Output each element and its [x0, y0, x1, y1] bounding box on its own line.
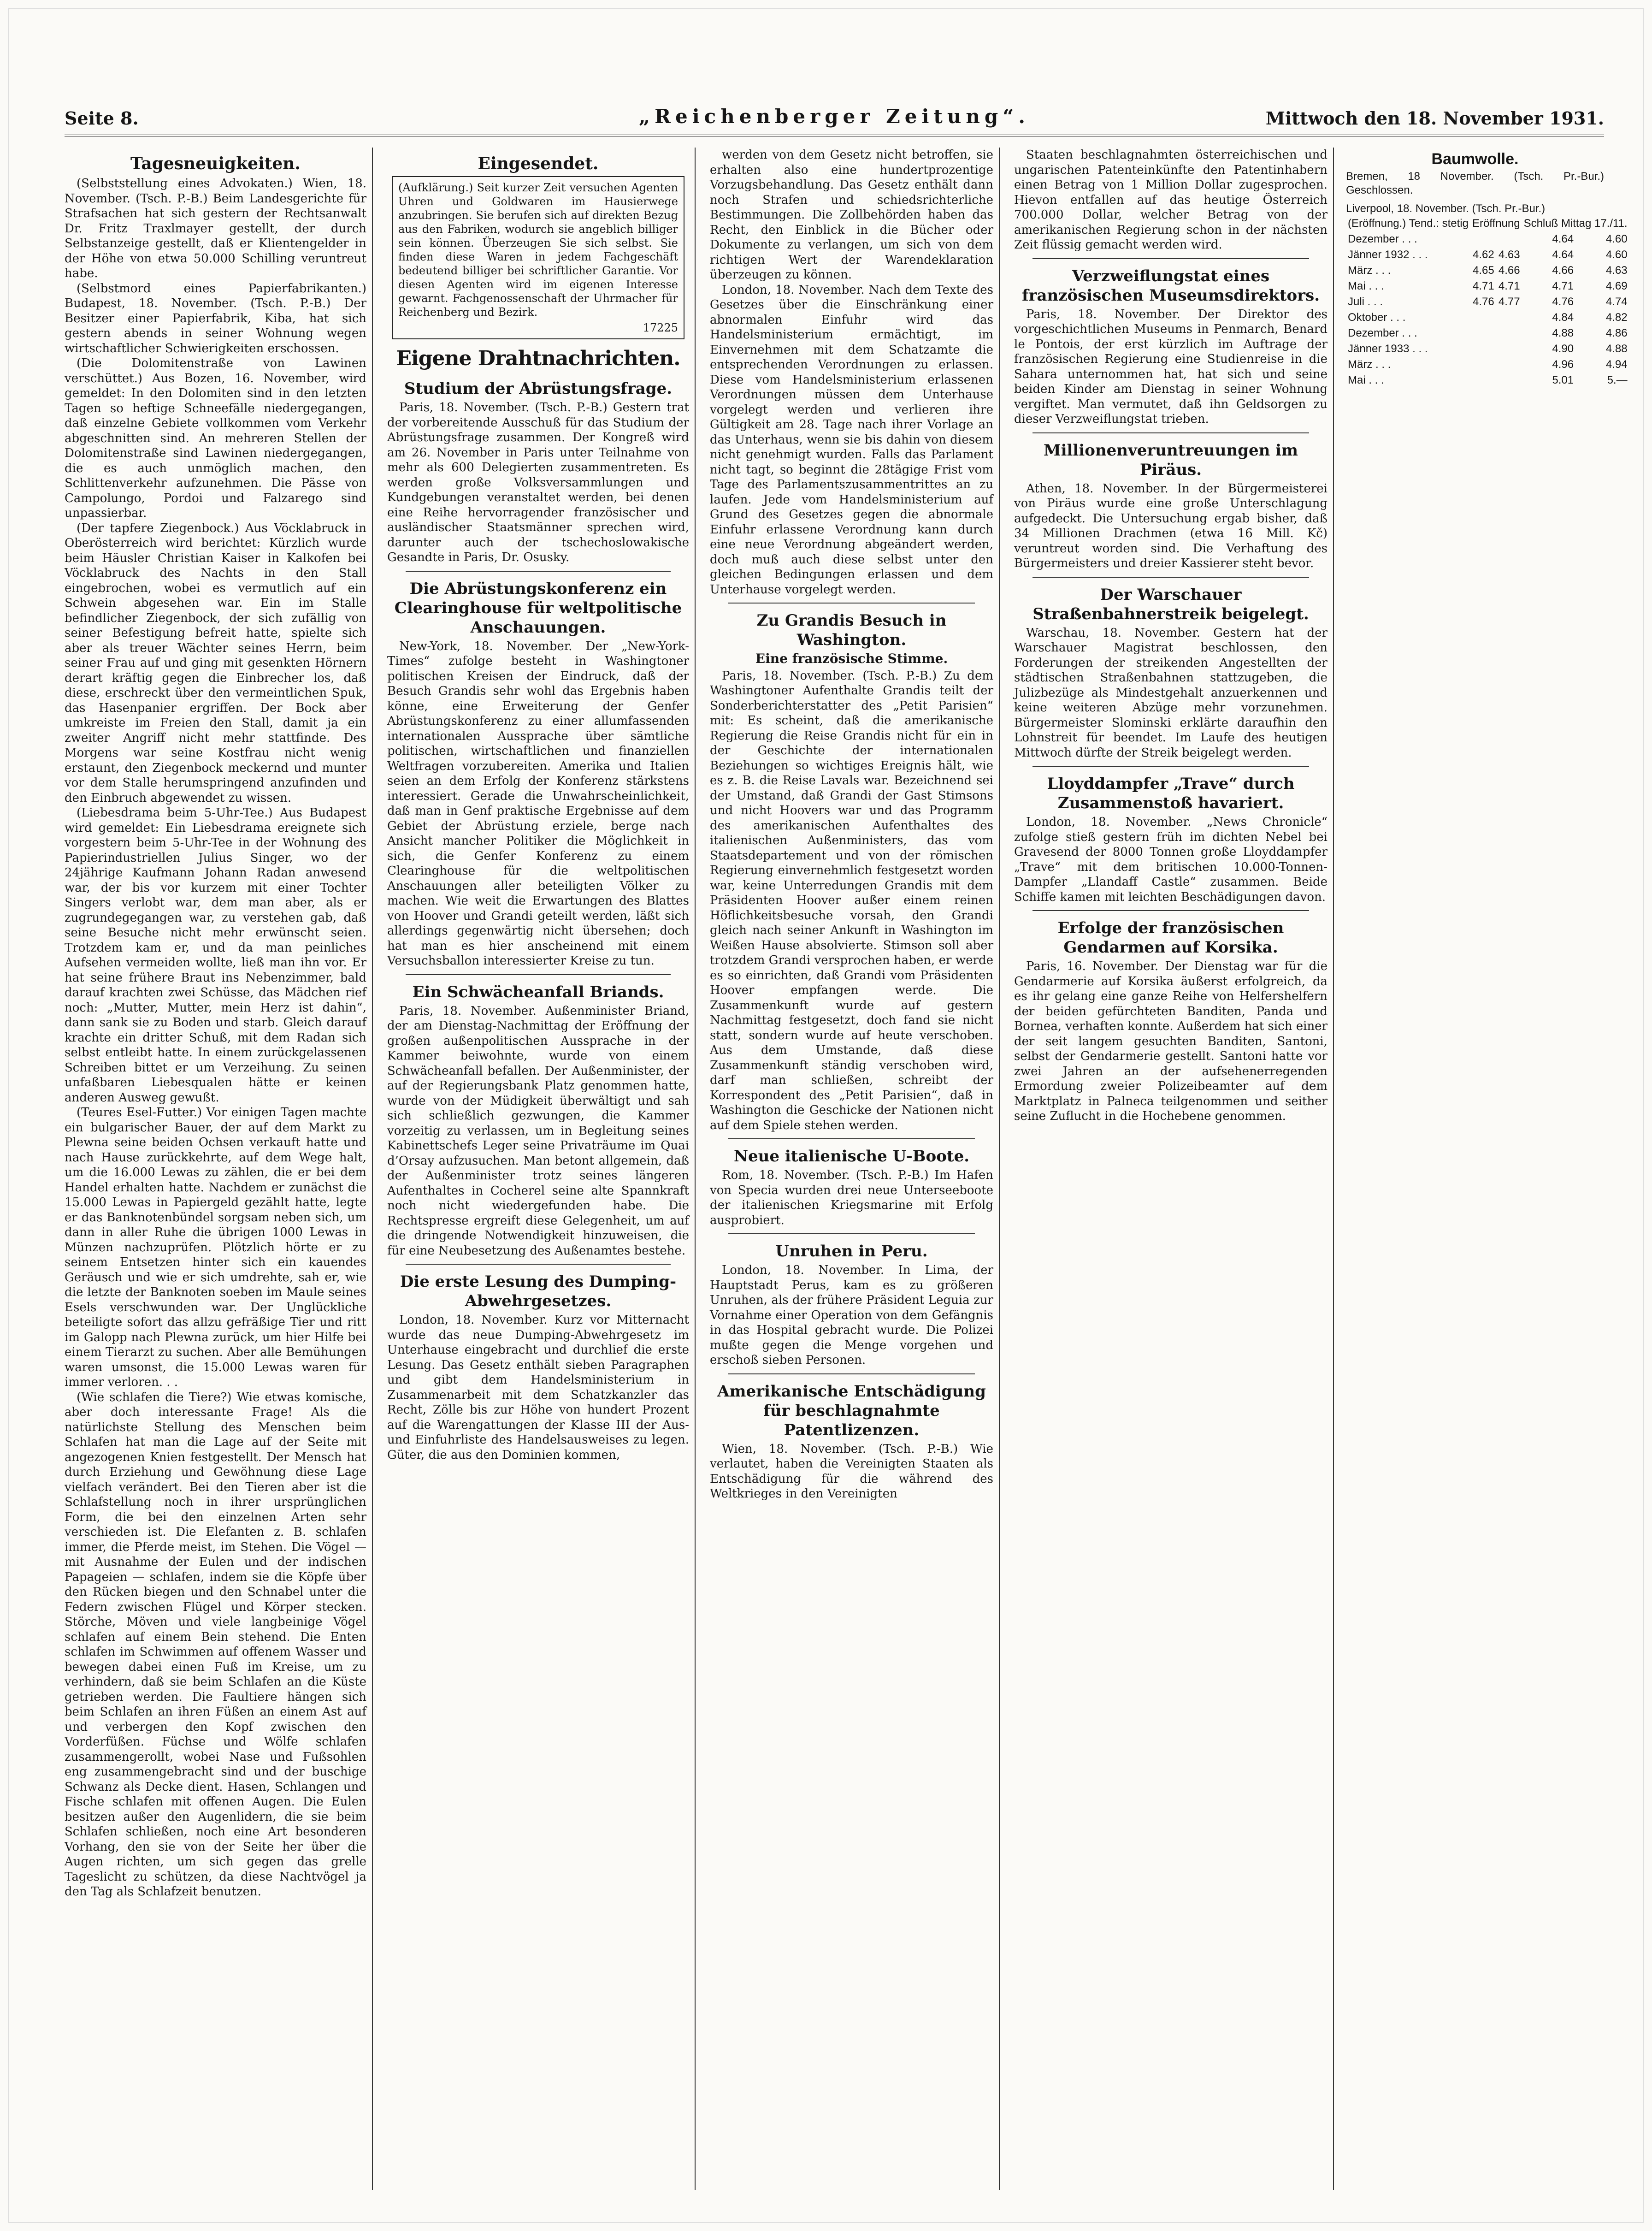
- article-text: Warschau, 18. November. Gestern hat der Warschauer Magistrat beschlossen, den Forderungen der streikenden Angestellten der städtischen Straßenbahnen stattzugeben, die Julizbezüge als Mindestgehalt anzuerkennen und keine weiteren Abzüge mehr vorzunehmen. Bürgermeister Slominski erklärte daraufhin den Lohnstreit für beendet. Im Laufe des heutigen Mittwoch dürfte der Streik beigelegt werden.: [1014, 626, 1328, 760]
- article-text: London, 18. November. „News Chronicle“ zufolge stieß gestern früh im dichten Nebel bei Gravesend der 8000 Tonnen große Lloyddampfer „Trave“ mit dem britischen 10.000-Tonnen-Dampfer „Llandaff Castle“ zusammen. Beide Schiffe kamen mit leichten Beschädigungen davon.: [1014, 815, 1328, 904]
- divider: [728, 603, 975, 604]
- article-headline: Verzweiflungstat eines französischen Museumsdirektors.: [1021, 266, 1320, 305]
- cell-m: Mai . . .: [1348, 280, 1384, 292]
- divider: [728, 1373, 975, 1374]
- cell-m: Dezember . . .: [1348, 233, 1417, 245]
- cell-m: Oktober . . .: [1348, 311, 1406, 324]
- price-rows: [1346, 231, 1629, 388]
- cell-b: [1496, 341, 1522, 357]
- cell-a: [1470, 341, 1496, 357]
- article-text: (Wie schlafen die Tiere?) Wie etwas komische, aber doch interessante Frage! Als die natürlichste Stellung des Menschen beim Schlafen hat man die Lage auf der Seite mit angezogenen Knien festgestellt. Der Mensch hat durch Erziehung und Gewöhnung diese Lage vielfach verändert. Bei den Tieren aber ist die Schlafstellung noch in ihrer ursprünglichen Form, die bei den einzelnen Arten sehr verschieden ist. Die Elefanten z. B. schlafen immer, die Pferde meist, im Stehen. Die Vögel — mit Ausnahme der Eulen und der indischen Papageien — schlafen, indem sie die Köpfe über den Rücken biegen und den Schnabel unter die Federn zwischen Flügel und Körper stecken. Störche, Möven und viele langbeinige Vögel schlafen auf einem Bein stehend. Die Enten schlafen im Schwimmen auf offenem Wasser und bewegen dabei einen Fuß im Kreise, um zu verhindern, daß sie beim Schlafen an die Küste getrieben werden. Die Faultiere hängen sich beim Schlafen an ihren Füßen an einem Ast auf und verbergen den Kopf zwischen den Vorderfüßen. Füchse und Wölfe schlafen zusammengerollt, wobei Nase und Fußsohlen eng zusammengebracht sind und der buschige Schwanz als Decke dient. Hasen, Schlangen und Fische schlafen mit offenen Augen. Die Eulen besitzen außer den Augenlidern, die sie beim Schlafen schließen, noch eine Art besonderen Vorhang, den sie von der Seite her über die Augen richten, um sich gegen das grelle Tageslicht zu schützen, da diese Nachtvögel ja den Tag als Schlafzeit benutzen.: [65, 1390, 366, 1899]
- cell-b: [1496, 357, 1522, 373]
- section-title-tagesneuigkeiten: Tagesneuigkeiten.: [130, 154, 301, 173]
- cell-m: Jänner 1932 . . .: [1348, 249, 1428, 261]
- cell-b: 4.66: [1498, 264, 1520, 277]
- column-1: [65, 148, 373, 2190]
- table-row: [1346, 263, 1629, 278]
- table-header-row: [1346, 216, 1629, 231]
- cell-m: Dezember . . .: [1348, 327, 1417, 339]
- table-row: [1346, 373, 1629, 388]
- table-row: [1346, 325, 1629, 341]
- article-headline: Neue italienische U-Boote.: [733, 1147, 970, 1166]
- newspaper-title: „Reichenberger Zeitung“.: [638, 105, 1030, 128]
- issue-date: Mittwoch den 18. November 1931.: [1265, 108, 1604, 129]
- liverpool-line: Liverpool, 18. November. (Tsch. Pr.-Bur.): [1346, 202, 1546, 215]
- table-row: [1346, 247, 1629, 263]
- article-text: London, 18. November. In Lima, der Hauptstadt Perus, kam es zu größeren Unruhen, als der frühere Präsident Leguia zur Vornahme einer Operation von dem Gefängnis in das Hospital gebracht wurde. Die Polizei mußte gegen die Menge vorgehen und erschoß sieben Personen.: [710, 1263, 993, 1367]
- cell-m: Jänner 1933 . . .: [1348, 343, 1428, 355]
- article-text: (Teures Esel-Futter.) Vor einigen Tagen machte ein bulgarischer Bauer, der auf dem Markt zu Plewna seine beiden Ochsen verkauft hatte und nach Hause zurückkehrte, auf dem Wege halt, um die 16.000 Lewas zu zählen, die er bei dem Handel erhalten hatte. Nachdem er zunächst die 15.000 Lewas in Papiergeld gezählt hatte, legte er das Banknotenbündel sorgsam neben sich, um dann in aller Ruhe die übrigen 1000 Lewas in Münzen nachzuprüfen. Plötzlich hörte er zu seinem Entsetzen hinter sich ein kauendes Geräusch und wie er sich umdrehte, sah er, wie die letzte der Banknoten soeben im Maule seines Esels verschwunden war. Der Unglückliche beteiligte sofort das allzu gefräßige Tier und ritt im Galopp nach Plewna zurück, um hier Hilfe bei einem Tierarzt zu suchen. Aber alle Bemühungen waren umsonst, die 15.000 Lewas waren für immer verloren. . .: [65, 1106, 366, 1389]
- article-text: Paris, 18. November. Außenminister Briand, der am Dienstag-Nachmittag der Eröffnung der großen außenpolitischen Aussprache in der Kammer beiwohnte, wurde von einem Schwächeanfall befallen. Der Außenminister, der auf der Regierungsbank Platz genommen hatte, wurde von der Müdigkeit überwältigt und sah sich schließlich gezwungen, die Kammer vorzeitig zu verlassen, um in Begleitung seines Kabinettschefs Leger seine Privaträume im Quai d’Orsay aufzusuchen. Man betont allgemein, daß der Außenminister trotz seines längeren Aufenthaltes in Cocherel seine alte Spannkraft noch nicht wiedergefunden habe. Die Rechtspresse ergreift diese Gelegenheit, um auf die dringende Notwendigkeit hinzuweisen, die für eine Neubesetzung des Außenamtes bestehe.: [387, 1004, 689, 1258]
- article-headline: Millionenveruntreuungen im Piräus.: [1043, 441, 1298, 479]
- cell-m: März . . .: [1348, 358, 1391, 371]
- cell-a: [1470, 373, 1496, 388]
- table-row: [1346, 357, 1629, 373]
- cell-d: 4.60: [1605, 249, 1628, 261]
- table-row: [1346, 294, 1629, 310]
- ad-number: 17225: [643, 321, 678, 334]
- column-3: [710, 148, 1000, 2190]
- cell-c: 4.96: [1552, 358, 1574, 371]
- cell-m: Mai . . .: [1348, 374, 1384, 386]
- cell-a: 4.71: [1473, 280, 1494, 292]
- header-close: Schluß Mittag 17./11.: [1523, 217, 1628, 230]
- article-text: (Selbstmord eines Papierfabrikanten.) Budapest, 18. November. (Tsch. P.-B.) Der Besitzer einer Papierfabrik, Kiba, hat sich gestern abends in seiner Wohnung wegen wirtschaftlicher Schwierigkeiten erschossen.: [65, 281, 366, 355]
- divider: [406, 1264, 671, 1265]
- article-subheadline: Eine französische Stimme.: [755, 651, 948, 666]
- cell-c: 4.71: [1552, 280, 1574, 292]
- cell-c: 4.64: [1552, 249, 1574, 261]
- article-text: New-York, 18. November. Der „New-York-Times“ zufolge besteht in Washingtoner politischen Kreisen der Eindruck, daß der Besuch Grandis sehr wohl das Ergebnis haben könne, eine Erweiterung der Genfer Abrüstungskonferenz zu einer allumfassenden internationalen Aussprache über sämtliche politischen, wirtschaftlichen und finanziellen Weltfragen vorzubereiten. Amerika und Italien seien an dem Erfolg der Konferenz stärkstens interessiert. Gerade die Unwahrscheinlichkeit, daß man in Genf praktische Ergebnisse auf dem Gebiet der Abrüstung erziele, berge nach Ansicht mancher Politiker die Möglichkeit in sich, die Genfer Konferenz zu einem Clearinghouse für die weltpolitischen Anschauungen aller beteiligten Völker zu machen. Wie weit die Erwartungen des Blattes von Hoover und Grandi geteilt werden, läßt sich allerdings gegenwärtig nicht übersehen; doch hat man es hier anscheinend mit einem Versuchsballon interessierter Kreise zu tun.: [387, 639, 689, 968]
- cell-c: 4.76: [1552, 296, 1574, 308]
- column-4: [1014, 148, 1334, 2190]
- header-left: (Eröffnung.) Tend.: stetig: [1348, 217, 1469, 230]
- cell-d: 4.82: [1605, 311, 1628, 324]
- article-headline: Zu Grandis Besuch in Washington.: [756, 611, 947, 649]
- header-opening: Eröffnung: [1472, 217, 1520, 230]
- bremen-line: Bremen, 18 November. (Tsch. Pr.-Bur.) Geschlossen.: [1346, 170, 1604, 196]
- section-title-drahtnachrichten: Eigene Drahtnachrichten.: [396, 347, 680, 370]
- divider: [1032, 910, 1309, 911]
- article-headline: Lloyddampfer „Trave“ durch Zusammenstoß havariert.: [1047, 775, 1295, 812]
- cell-b: [1496, 373, 1522, 388]
- cell-a: 4.76: [1473, 296, 1494, 308]
- cell-d: 4.60: [1605, 233, 1628, 245]
- divider: [728, 1138, 975, 1139]
- article-text: (Liebesdrama beim 5-Uhr-Tee.) Aus Budapest wird gemeldet: Ein Liebesdrama ereignete sich vorgestern beim 5-Uhr-Tee in der Wohnung des Papierindustriellen Julius Singer, wo der 24jährige Kaufmann Johann Radan anwesend war, der bis vor kurzem mit einer Tochter Singers verlobt war, dem man aber, als er zugrundegegangen war, zu verstehen gab, daß seine Besuche nicht mehr erwünscht seien. Trotzdem kam er, und da man peinliches Aufsehen vermeiden wollte, ließ man ihn vor. Er hat seine frühere Braut ins Nebenzimmer, bald darauf krachten zwei Schüsse, das Mädchen rief noch: „Mutter, Mutter, mein Herz ist dahin“, dann sank sie zu Boden und starb. Gleich darauf krachte ein dritter Schuß, mit dem Radan sich selbst entleibt hatte. In einem zurückgelassenen Schreiben bittet er um Verzeihung. Zu seinen unfaßbaren Liebesqualen hätte er keinen anderen Ausweg gewußt.: [65, 806, 366, 1105]
- cell-c: 5.01: [1552, 374, 1574, 386]
- cell-b: [1496, 310, 1522, 325]
- cell-c: 4.64: [1552, 233, 1574, 245]
- cell-d: 4.94: [1605, 358, 1628, 371]
- article-text: Rom, 18. November. (Tsch. P.-B.) Im Hafen von Specia wurden drei neue Unterseeboote der italienischen Kriegsmarine mit Erfolg ausprobiert.: [710, 1168, 993, 1227]
- page-number: Seite 8.: [65, 108, 139, 129]
- advertisement-box: [392, 176, 684, 339]
- cell-m: Juli . . .: [1348, 296, 1383, 308]
- divider: [728, 1233, 975, 1234]
- page-header: [65, 101, 1604, 136]
- cell-c: 4.88: [1552, 327, 1574, 339]
- cell-d: 4.69: [1605, 280, 1628, 292]
- cell-d: 4.74: [1605, 296, 1628, 308]
- cotton-market-report: [1346, 150, 1628, 388]
- table-row: [1346, 278, 1629, 294]
- table-row: [1346, 310, 1629, 325]
- cell-a: 4.62: [1473, 249, 1494, 261]
- cell-b: 4.71: [1498, 280, 1520, 292]
- divider: [1032, 432, 1309, 433]
- cell-a: [1470, 325, 1496, 341]
- divider: [406, 571, 671, 572]
- article-headline: Studium der Abrüstungsfrage.: [404, 379, 673, 398]
- article-headline: Amerikanische Entschädigung für beschlagnahmte Patentlizenzen.: [717, 1382, 986, 1439]
- cell-d: 4.88: [1605, 343, 1628, 355]
- cell-b: [1496, 231, 1522, 247]
- cell-a: 4.65: [1473, 264, 1494, 277]
- article-headline: Ein Schwächeanfall Briands.: [412, 982, 664, 1001]
- article-text: London, 18. November. Nach dem Texte des Gesetzes über die Einschränkung einer abnormalen Einfuhr wird das Handelsministerium ermächtigt, im Einvernehmen mit dem Schatzamte die entsprechenden Verordnungen zu erlassen. Diese vom Handelsministerium erlassenen Verordnungen müssen dem Unterhause vorgelegt werden und verlieren ihre Gültigkeit am 28. Tage nach ihrer Vorlage an das Unterhaus, wenn sie bis dahin von diesem nicht genehmigt wurden. Falls das Parlament nicht tagt, so beginnt die 28tägige Frist vom Tage des Parlamentszusammentrittes an zu laufen. Jede vom Handelsministerium auf Grund des Gesetzes gegen die abnormale Einfuhr erlassene Verordnung kann durch eine neue Verordnung abgeändert werden, doch muß auch diese selbst unter den gleichen Bedingungen erlassen und dem Unterhause vorgelegt werden.: [710, 283, 993, 597]
- cotton-price-table: [1346, 216, 1629, 388]
- article-text: Wien, 18. November. (Tsch. P.-B.) Wie verlautet, haben die Vereinigten Staaten als Entschädigung für die während des Weltkrieges in den Vereinigten: [710, 1442, 993, 1501]
- table-row: [1346, 231, 1629, 247]
- cell-a: [1470, 357, 1496, 373]
- article-text: Athen, 18. November. In der Bürgermeisterei von Piräus wurde eine große Unterschlagung aufgedeckt. Die Untersuchung ergab bisher, daß 34 Millionen Drachmen (etwa 16 Mill. Kč) veruntreut worden sind. Die Verhaftung des Bürgermeisters und dreier Kassierer steht bevor.: [1014, 481, 1328, 570]
- article-text: (Der tapfere Ziegenbock.) Aus Vöcklabruck in Oberösterreich wird berichtet: Kürzlich wurde beim Häusler Christian Kaiser in Kalkofen bei Vöcklabruck des Nachts in den Stall eingebrochen, wobei es vermutlich auf ein Schwein abgesehen war. Ein im Stalle befindlicher Ziegenbock, der sich zufällig von seiner Befestigung befreit hatte, spielte sich aber als treuer Wächter seines Herrn, beim seiner Frau auf und ging mit gesenkten Hörnern derart kräftig gegen die Einbrecher los, daß diese, erschreckt über den vermeintlichen Spuk, das Hasenpanier ergriffen. Der Bock aber umkreiste im Freien den Stall, damit ja ein zweiter Angriff nicht mehr stattfinde. Des Morgens war seine Kostfrau nicht wenig erstaunt, den Ziegenbock meckernd und munter vor dem Stalle herumspringend anzufinden und den Einbruch abgewendet zu wissen.: [65, 521, 366, 805]
- table-row: [1346, 341, 1629, 357]
- cell-m: März . . .: [1348, 264, 1391, 277]
- ad-text: (Aufklärung.) Seit kurzer Zeit versuchen Agenten Uhren und Goldwaren im Hausierwege anzubringen. Sie berufen sich auf direkten Bezug aus den Fabriken, wodurch sie angeblich billiger sein können. Überzeugen Sie sich selbst. Sie finden diese Waren in jedem Fachgeschäft bedeutend billiger bei schriftlicher Garantie. Vor diesen Agenten wird im eigenen Interesse gewarnt. Fachgenossenschaft der Uhrmacher für Reichenberg und Bezirk.: [398, 181, 678, 319]
- newspaper-page: [65, 101, 1628, 2190]
- cell-b: 4.77: [1498, 296, 1520, 308]
- article-headline: Erfolge der französischen Gendarmen auf Korsika.: [1057, 919, 1284, 957]
- article-text: Staaten beschlagnahmten österreichischen und ungarischen Patenteinkünfte den Patentinhabern einen Betrag von 1 Million Dollar zugesprochen. Hievon entfallen auf das heutige Österreich 700.000 Dollar, welcher Betrag von der amerikanischen Regierung schon in der nächsten Zeit flüssig gemacht werden wird.: [1014, 148, 1328, 252]
- cell-b: [1496, 325, 1522, 341]
- cell-c: 4.90: [1552, 343, 1574, 355]
- article-text: (Die Dolomitenstraße von Lawinen verschüttet.) Aus Bozen, 16. November, wird gemeldet: In den Dolomiten sind in den letzten Tagen so heftige Schneefälle niedergegangen, daß einzelne Gebiete vollkommen vom Verkehr abgeschnitten sind. An mehreren Stellen der Dolomitenstraße sind Lawinen niedergegangen, die es auch unmöglich machen, den Schlittenverkehr aufzunehmen. Die Pässe von Campolungo, Pordoi und Falzarego sind unpassierbar.: [65, 356, 366, 520]
- section-title-eingesendet: Eingesendet.: [478, 154, 599, 173]
- cell-b: 4.63: [1498, 249, 1520, 261]
- article-text: Paris, 18. November. (Tsch. P.-B.) Gestern trat der vorbereitende Ausschuß für das Studium der Abrüstungsfrage zusammen. Der Kongreß wird am 26. November in Paris unter Teilnahme von mehr als 600 Delegierten zusammentreten. Es werden große Volksversammlungen und Kundgebungen veranstaltet werden, bei denen eine Reihe hervorragender französischer und ausländischer Staatsmänner sprechen wird, darunter auch der tschechoslowakische Gesandte in Paris, Dr. Osusky.: [387, 401, 689, 564]
- article-text: Paris, 16. November. Der Dienstag war für die Gendarmerie auf Korsika äußerst erfolgreich, da es ihr gelang eine ganze Reihe von Helfershelfern der beiden gefürchteten Banditen, Panda und Bornea, verhaften konnte. Außerdem hat sich einer der seit langem gesuchten Banditen, Santoni, selbst der Gendarmerie gestellt. Santoni hatte vor zwei Jahren an der aufsehenerregenden Ermordung zweier Polizeibeamter auf dem Marktplatz in Palneca teilgenommen und seither seine Zuflucht in die Hochebene genommen.: [1014, 959, 1328, 1123]
- column-5-market: [1346, 148, 1628, 2190]
- cell-d: 4.63: [1605, 264, 1628, 277]
- cell-c: 4.84: [1552, 311, 1574, 324]
- article-text: (Selbststellung eines Advokaten.) Wien, 18. November. (Tsch. P.-B.) Beim Landesgerichte für Strafsachen hat sich gestern der Rechtsanwalt Dr. Fritz Traxlmayer gestellt, der durch Selbstanzeige gestellt, daß er Klientengelder in der Höhe von etwa 50.000 Schilling veruntreut habe.: [65, 177, 366, 280]
- divider: [1032, 577, 1309, 578]
- article-headline: Die erste Lesung des Dumping-Abwehrgesetzes.: [400, 1272, 677, 1310]
- column-2: [387, 148, 696, 2190]
- cotton-title: Baumwolle.: [1431, 150, 1519, 168]
- article-text: Paris, 18. November. (Tsch. P.-B.) Zu dem Washingtoner Aufenthalte Grandis teilt der Sonderberichterstatter des „Petit Parisien“ mit: Es scheint, daß die amerikanische Regierung die Reise Grandis nicht für ein in der Geschichte der internationalen Beziehungen so wichtiges Ereignis hält, wie es z. B. die Reise Lavals war. Bezeichnend sei der Umstand, daß Grandi der Gast Stimsons und nicht Hoovers war und das Programm des amerikanischen Aufenthaltes des italienischen Außenministers, das vom Staatsdepartement und von der römischen Regierung einvernehmlich festgesetzt worden war, keine Unterredungen Grandis mit dem Präsidenten Hoover außer einem reinen Höflichkeitsbesuche vorsah, den Grandi gleich nach seiner Ankunft in Washington im Weißen Hause absolvierte. Stimson soll aber trotzdem Grandi versprochen haben, er werde es so einrichten, daß Grandi vom Präsidenten Hoover empfangen werde. Die Zusammenkunft wurde auf gestern Nachmittag festgesetzt, doch fand sie nicht statt, sondern wurde auf heute verschoben. Aus dem Umstande, daß diese Zusammenkunft ständig verschoben wird, darf man schließen, schreibt der Korrespondent des „Petit Parisien“, daß in Washington die Geschicke der Nationen nicht auf dem Spiele stehen werden.: [710, 669, 993, 1132]
- article-headline: Der Warschauer Straßenbahnerstreik beigelegt.: [1032, 585, 1309, 623]
- article-text: Paris, 18. November. Der Direktor des vorgeschichtlichen Museums in Penmarch, Benard le Pontois, der erst kürzlich im Auftrage der französischen Regierung eine Studienreise in die Sahara unternommen hat, hat sich und seine beiden Kinder am Dienstag in seiner Wohnung vergiftet. Man vermutet, daß ihn Geldsorgen zu dieser Verzweiflungstat trieben.: [1014, 307, 1328, 426]
- cell-c: 4.66: [1552, 264, 1574, 277]
- article-headline: Die Abrüstungskonferenz ein Clearinghouse für weltpolitische Anschauungen.: [394, 579, 682, 637]
- divider: [406, 974, 671, 975]
- article-headline: Unruhen in Peru.: [775, 1242, 928, 1260]
- article-text: werden von dem Gesetz nicht betroffen, sie erhalten also eine hundertprozentige Vorzugsbehandlung. Das Gesetz enthält dann noch Strafen und schiedsrichterliche Bestimmungen. Die Zollbehörden haben das Recht, den Einblick in die Bücher oder Dokumente zu verlangen, um sich von dem richtigen Wert der Warendeklaration überzeugen zu können.: [710, 148, 993, 282]
- cell-d: 5.—: [1607, 374, 1628, 386]
- cell-d: 4.86: [1605, 327, 1628, 339]
- divider: [1032, 258, 1309, 259]
- cell-a: [1470, 310, 1496, 325]
- divider: [1032, 766, 1309, 767]
- cell-a: [1470, 231, 1496, 247]
- article-text: London, 18. November. Kurz vor Mitternacht wurde das neue Dumping-Abwehrgesetz im Unterhause eingebracht und durchlief die erste Lesung. Das Gesetz enthält sieben Paragraphen und gibt dem Handelsministerium in Zusammenarbeit mit dem Schatzkanzler das Recht, Zölle bis zur Höhe von hundert Prozent auf die Warengattungen der Klasse III der Aus- und Einfuhrliste des Handelsausweises zu legen. Güter, die aus den Dominien kommen,: [387, 1313, 689, 1462]
